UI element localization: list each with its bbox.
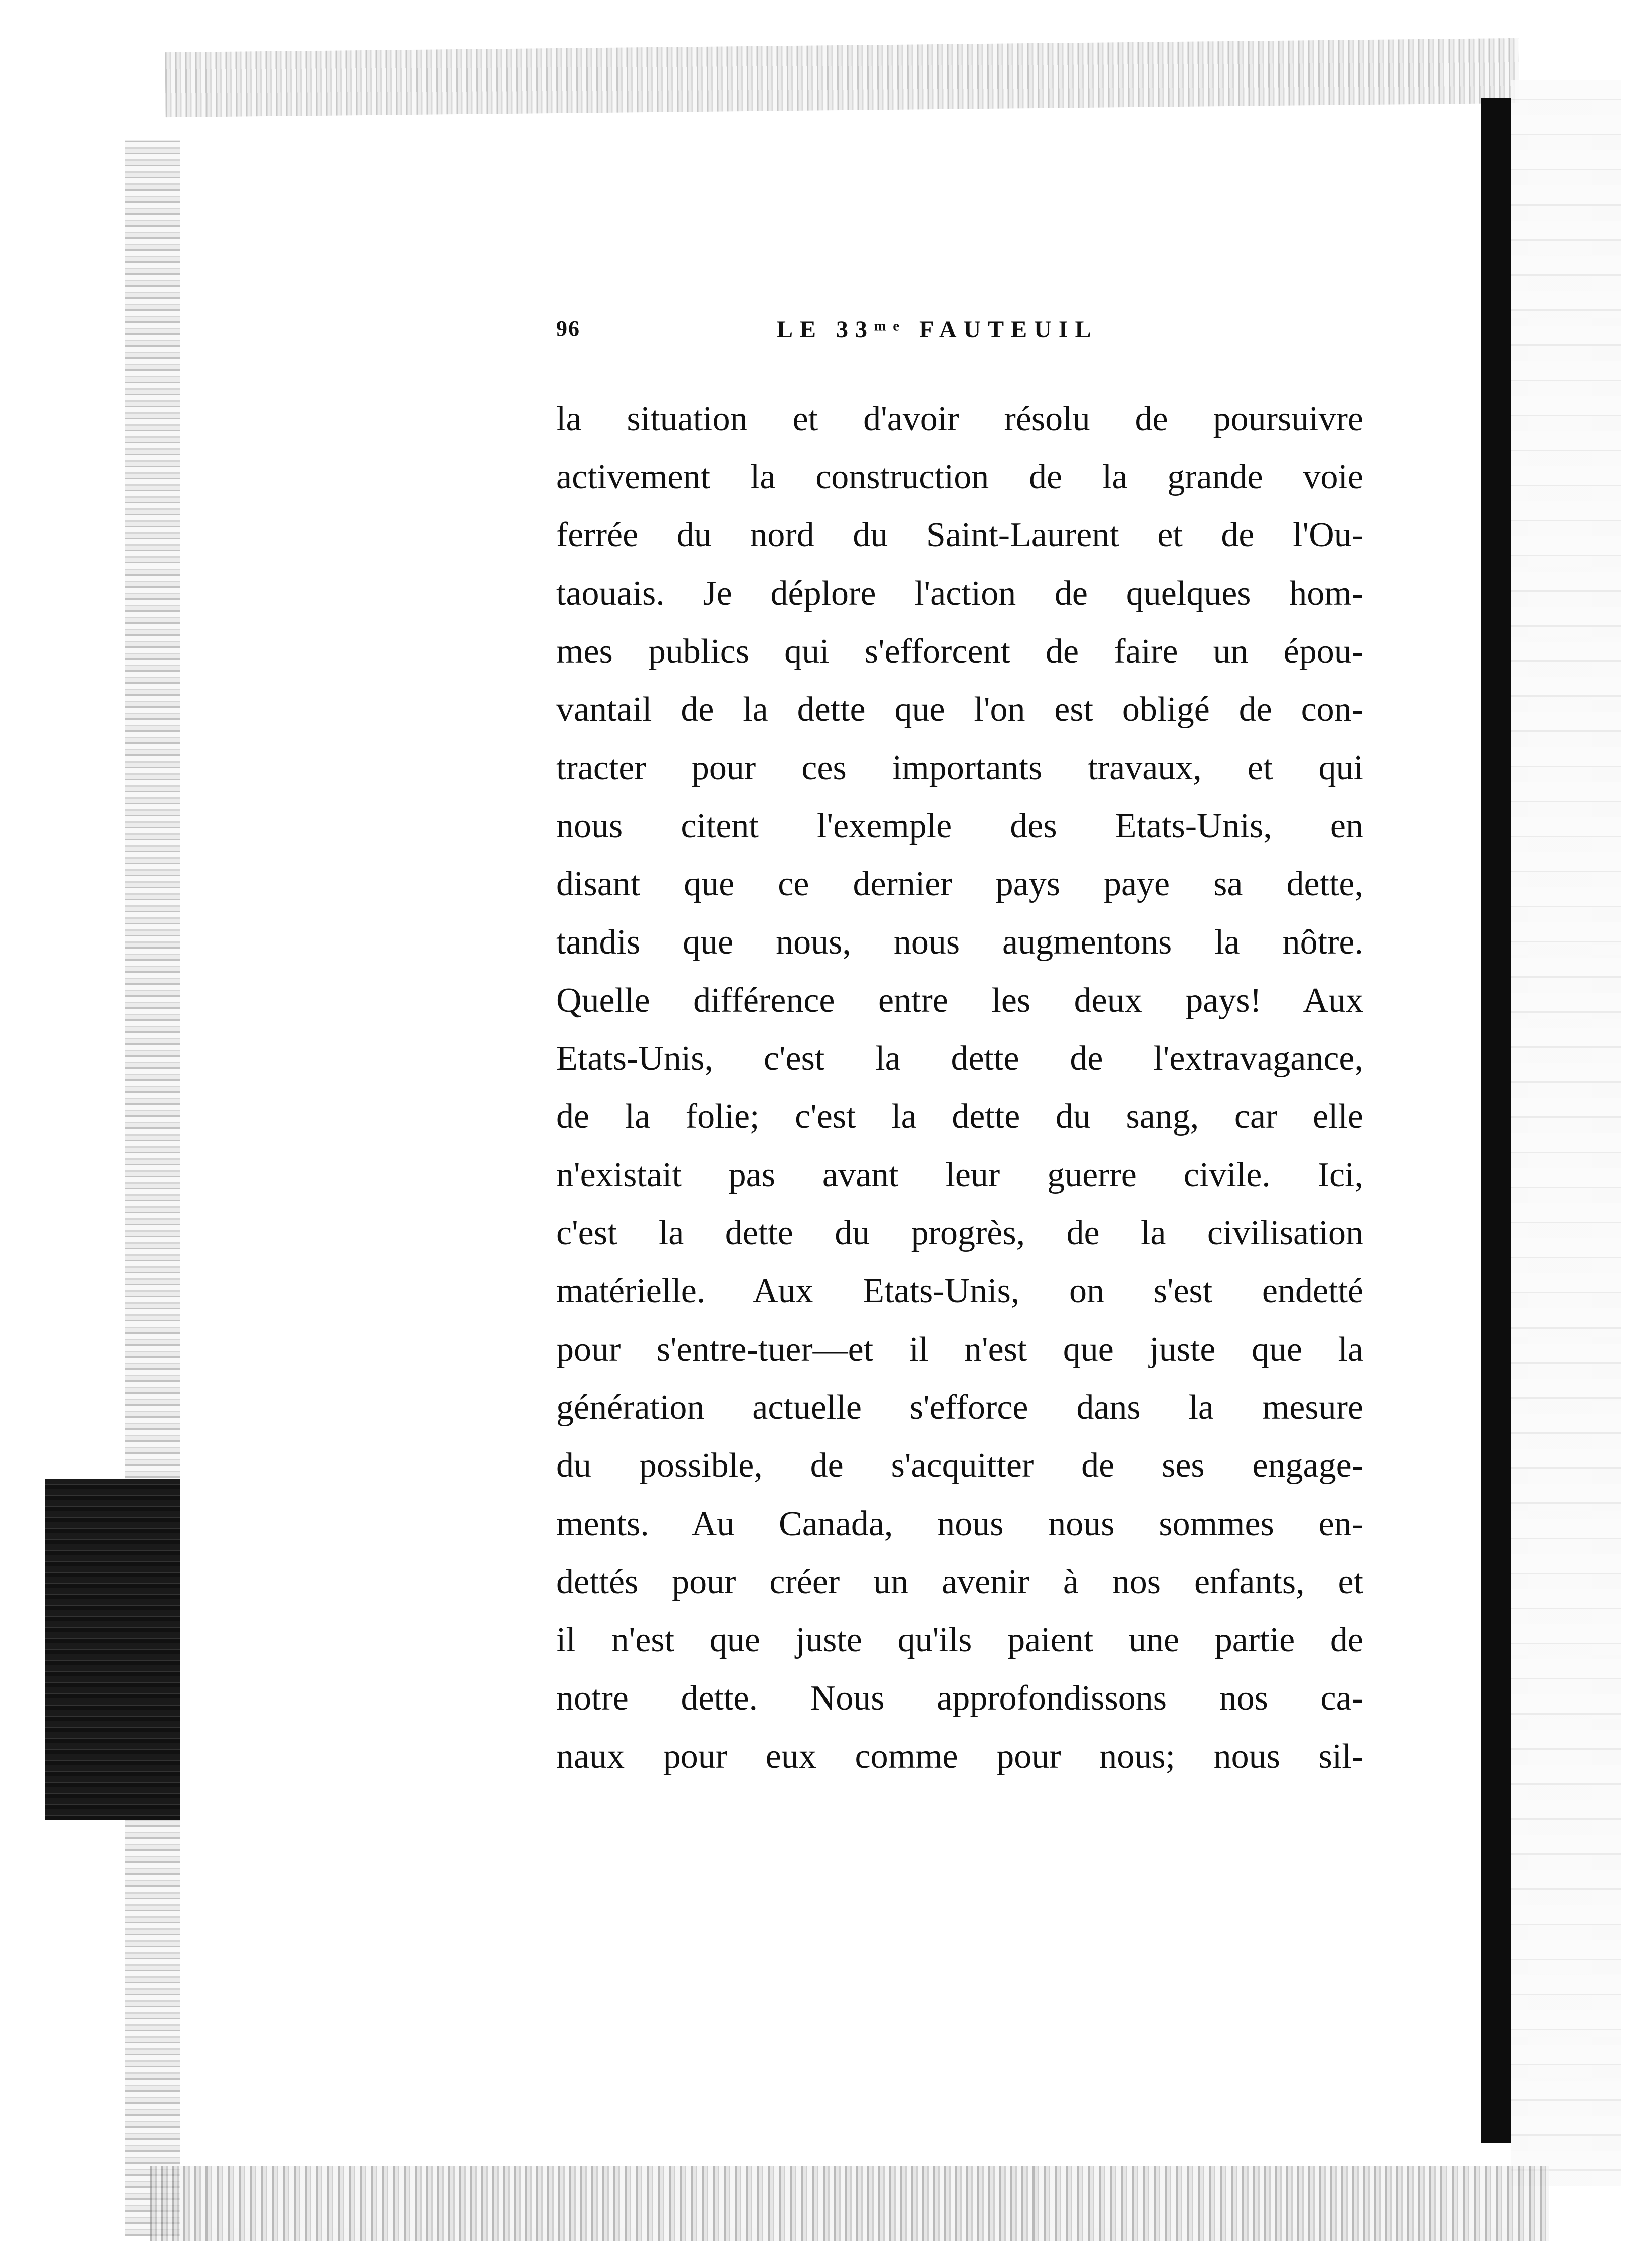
text-line: c'est la dette du progrès, de la civilisation	[556, 1214, 1363, 1252]
text-line: notre dette. Nous approfondissons nos ca-	[556, 1679, 1363, 1718]
text-line: de la folie; c'est la dette du sang, car elle	[556, 1097, 1363, 1136]
text-line: vantail de la dette que l'on est obligé de con-	[556, 690, 1363, 729]
scan-dark-block	[45, 1479, 180, 1820]
text-line: la situation et d'avoir résolu de poursuivre	[556, 400, 1363, 438]
scan-binding-bar	[1481, 98, 1511, 2143]
text-line: disant que ce dernier pays paye sa dette,	[556, 865, 1363, 903]
text-line: Etats-Unis, c'est la dette de l'extravagance,	[556, 1039, 1363, 1078]
scan-edge-bottom	[150, 2166, 1549, 2241]
body-text	[556, 390, 1363, 1786]
text-line: Quelle différence entre les deux pays! Aux	[556, 981, 1363, 1020]
running-head: LE 33ᵐᵉ FAUTEUIL	[777, 316, 1098, 343]
page-header	[556, 316, 1383, 356]
page-number: 96	[556, 316, 580, 341]
text-line: activement la construction de la grande voie	[556, 458, 1363, 496]
text-line: naux pour eux comme pour nous; nous sil-	[556, 1737, 1363, 1776]
text-line: tracter pour ces importants travaux, et qui	[556, 748, 1363, 787]
text-line: nous citent l'exemple des Etats-Unis, en	[556, 807, 1363, 845]
text-line: dettés pour créer un avenir à nos enfants, et	[556, 1563, 1363, 1601]
text-line: matérielle. Aux Etats-Unis, on s'est endetté	[556, 1272, 1363, 1310]
text-line: du possible, de s'acquitter de ses engage-	[556, 1446, 1363, 1485]
text-line: n'existait pas avant leur guerre civile. Ici,	[556, 1156, 1363, 1194]
text-line: il n'est que juste qu'ils paient une partie de	[556, 1621, 1363, 1659]
text-line: ferrée du nord du Saint-Laurent et de l'Ou-	[556, 516, 1363, 554]
text-line: pour s'entre-tuer—et il n'est que juste que la	[556, 1330, 1363, 1369]
text-line: mes publics qui s'efforcent de faire un épou-	[556, 632, 1363, 671]
text-line: ments. Au Canada, nous nous sommes en-	[556, 1504, 1363, 1543]
text-line: tandis que nous, nous augmentons la nôtre.	[556, 923, 1363, 962]
scan-edge-top	[165, 38, 1519, 117]
scan-edge-right	[1511, 80, 1621, 2186]
scan-edge-left	[125, 140, 180, 2236]
text-line: génération actuelle s'efforce dans la mesure	[556, 1388, 1363, 1427]
text-line: taouais. Je déplore l'action de quelques hom-	[556, 574, 1363, 613]
